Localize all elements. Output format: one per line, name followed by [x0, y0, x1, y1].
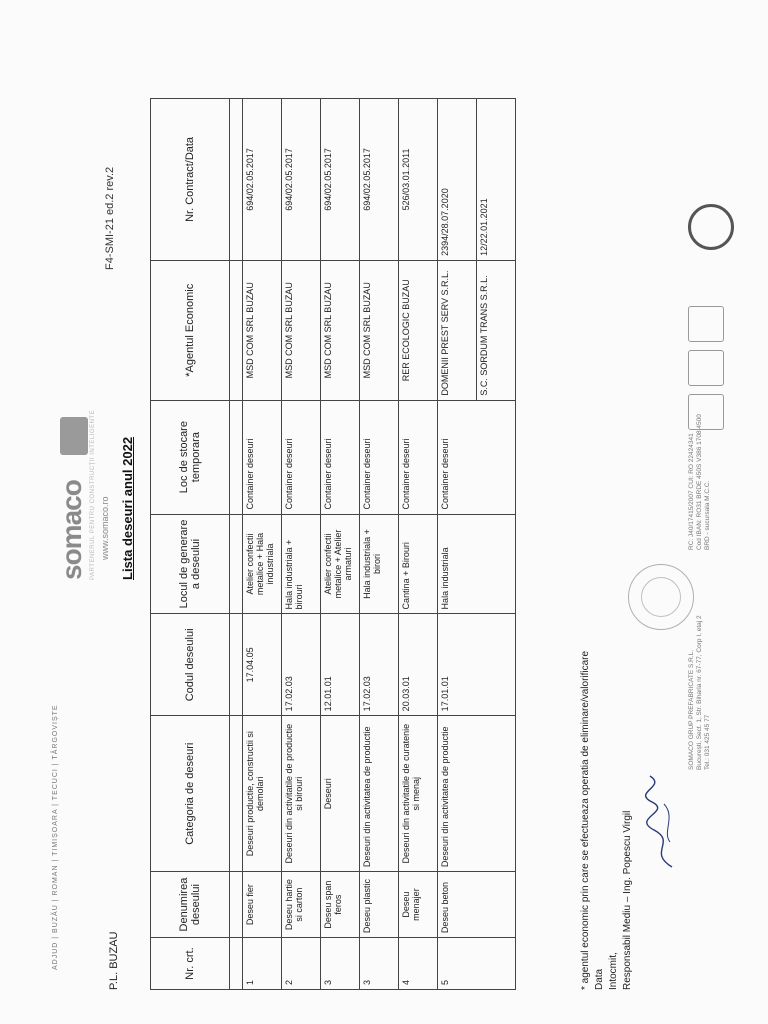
cell-agent: DOMENII PREST SERV S.R.L.	[438, 260, 477, 400]
cell-name: Deseu fier	[243, 872, 282, 938]
cell-category: Deseuri din activitatile de curatenie si menaj	[399, 716, 438, 872]
cell-contract: 526/03.01.2011	[399, 99, 438, 261]
company-registration-block	[688, 414, 712, 550]
responsible-person: Responsabil Mediu – Ing. Popescu Virgil	[622, 810, 633, 990]
srac-cert-icon	[688, 350, 724, 386]
cell-generation-place: Hala industriala	[438, 514, 516, 614]
rotated-document	[48, 50, 760, 990]
cell-category: Deseuri din activitatile de productie si birouri	[282, 716, 321, 872]
cell-storage: Container deseuri	[399, 400, 438, 514]
company-phone: Tel.: 031 425 45 77	[704, 714, 711, 770]
cell-storage: Container deseuri	[282, 400, 321, 514]
cell-nr: 3	[360, 938, 399, 990]
company-stamp-icon	[628, 564, 694, 630]
certification-logos	[688, 170, 728, 430]
table-row	[282, 99, 321, 990]
cell-agent: MSD COM SRL BUZAU	[243, 260, 282, 400]
cell-nr: 4	[399, 938, 438, 990]
cell-category: Deseuri	[321, 716, 360, 872]
cell-name: Deseu hartie si carton	[282, 872, 321, 938]
table-row	[243, 99, 282, 990]
header-name: Denumirea deseului	[151, 872, 230, 938]
cell-category: Deseuri din activitatea de productie	[438, 716, 516, 872]
cell-contract: 694/02.05.2017	[282, 99, 321, 261]
cell-code: 17.04.05	[243, 614, 282, 716]
cell-nr: 3	[321, 938, 360, 990]
date-label: Data	[594, 968, 605, 990]
cell-storage: Container deseuri	[243, 400, 282, 514]
table-row	[438, 99, 477, 990]
elephant-logo-icon	[60, 417, 88, 455]
cell-storage: Container deseuri	[438, 400, 516, 514]
cell-category: Deseuri din activitatea de productie	[360, 716, 399, 872]
cell-name: Deseu menajer	[399, 872, 438, 938]
cell-contract: 694/02.05.2017	[360, 99, 399, 261]
table-spacer-row	[230, 99, 243, 990]
cell-agent: RER ECOLOGIC BUZAU	[399, 260, 438, 400]
cell-generation-place: Atelier confectii metalice + Atelier armaturi	[321, 514, 360, 614]
location-label: P.L. BUZAU	[108, 931, 120, 990]
header-contract: Nr. Contract/Data	[151, 99, 230, 261]
cell-nr: 2	[282, 938, 321, 990]
iqnet-cert-icon	[688, 204, 734, 250]
cell-contract: 12/22.01.2021	[477, 99, 516, 261]
signature-icon	[642, 772, 682, 872]
company-name: SOMACO GRUP PREFABRICATE S.R.L.	[688, 649, 695, 770]
header-category: Categoria de deseuri	[151, 716, 230, 872]
document-title: Lista deseuri anul 2022	[120, 436, 135, 580]
cell-generation-place: Cantina + Birouri	[399, 514, 438, 614]
cell-code: 17.01.01	[438, 614, 516, 716]
cell-generation-place: Hala industriala + birori	[360, 514, 399, 614]
header-cities: ADJUD | BUZĂU | ROMAN | TIMIȘOARA | TECUCI | TÂRGOVIȘTE	[52, 704, 59, 970]
company-address-block	[688, 615, 712, 770]
cell-generation-place: Atelier confectii metalice + Hala industriala	[243, 514, 282, 614]
cell-agent: MSD COM SRL BUZAU	[282, 260, 321, 400]
cell-nr: 1	[243, 938, 282, 990]
logo-tagline: PARTENERUL PENTRU CONSTRUCȚII INTELIGENTE	[90, 409, 96, 580]
website-url: www.somaco.ro	[100, 496, 110, 560]
cell-agent: MSD COM SRL BUZAU	[360, 260, 399, 400]
table-row	[399, 99, 438, 990]
somaco-logo	[56, 330, 98, 580]
table-header-row	[151, 99, 230, 990]
cell-name: Deseu span feros	[321, 872, 360, 938]
cell-code: 20.03.01	[399, 614, 438, 716]
cell-storage: Container deseuri	[360, 400, 399, 514]
cell-name: Deseu plastic	[360, 872, 399, 938]
cell-contract: 2394/28.07.2020	[438, 99, 477, 261]
cell-nr: 5	[438, 938, 516, 990]
company-address: București, Sect. 1, Str. Biharia nr. 67-77, Corp I, etaj 2	[696, 615, 703, 770]
cell-code: 12.01.01	[321, 614, 360, 716]
header-nr: Nr. crt.	[151, 938, 230, 990]
cell-code: 17.02.03	[282, 614, 321, 716]
company-iban: Cod IBAN: RO31 BRDE 450S V386 1708 4500	[696, 414, 703, 550]
header-generation-place: Locul de generare a deseului	[151, 514, 230, 614]
waste-table	[150, 98, 516, 990]
cell-storage: Container deseuri	[321, 400, 360, 514]
cell-category: Deseuri productie, constructii si demolari	[243, 716, 282, 872]
prepared-label: Intocmit,	[608, 952, 619, 990]
table-row	[360, 99, 399, 990]
cell-code: 17.02.03	[360, 614, 399, 716]
cell-contract: 694/02.05.2017	[321, 99, 360, 261]
header-storage: Loc de stocare temporara	[151, 400, 230, 514]
document-reference: F4-SMI-21 ed.2 rev.2	[104, 166, 116, 270]
srac-cert-icon	[688, 306, 724, 342]
cell-generation-place: Hala industriala + birouri	[282, 514, 321, 614]
srac-cert-icon	[688, 394, 724, 430]
cell-name: Deseu beton	[438, 872, 516, 938]
header-code: Codul deseului	[151, 614, 230, 716]
cell-agent: S.C. SORDUM TRANS S.R.L.	[477, 260, 516, 400]
cell-agent: MSD COM SRL BUZAU	[321, 260, 360, 400]
table-row	[321, 99, 360, 990]
company-bank: BRD - sucursala M.C.C.	[704, 480, 711, 550]
company-registration: RC: J40/17415/2007 CUI: RO 22424341	[688, 433, 695, 550]
footnote: * agentul economic prin care se efectueaza operatia de eliminare/valorificare	[580, 650, 591, 990]
cell-contract: 694/02.05.2017	[243, 99, 282, 261]
header-agent: *Agentul Economic	[151, 260, 230, 400]
logo-wordmark: somaco	[56, 480, 87, 580]
